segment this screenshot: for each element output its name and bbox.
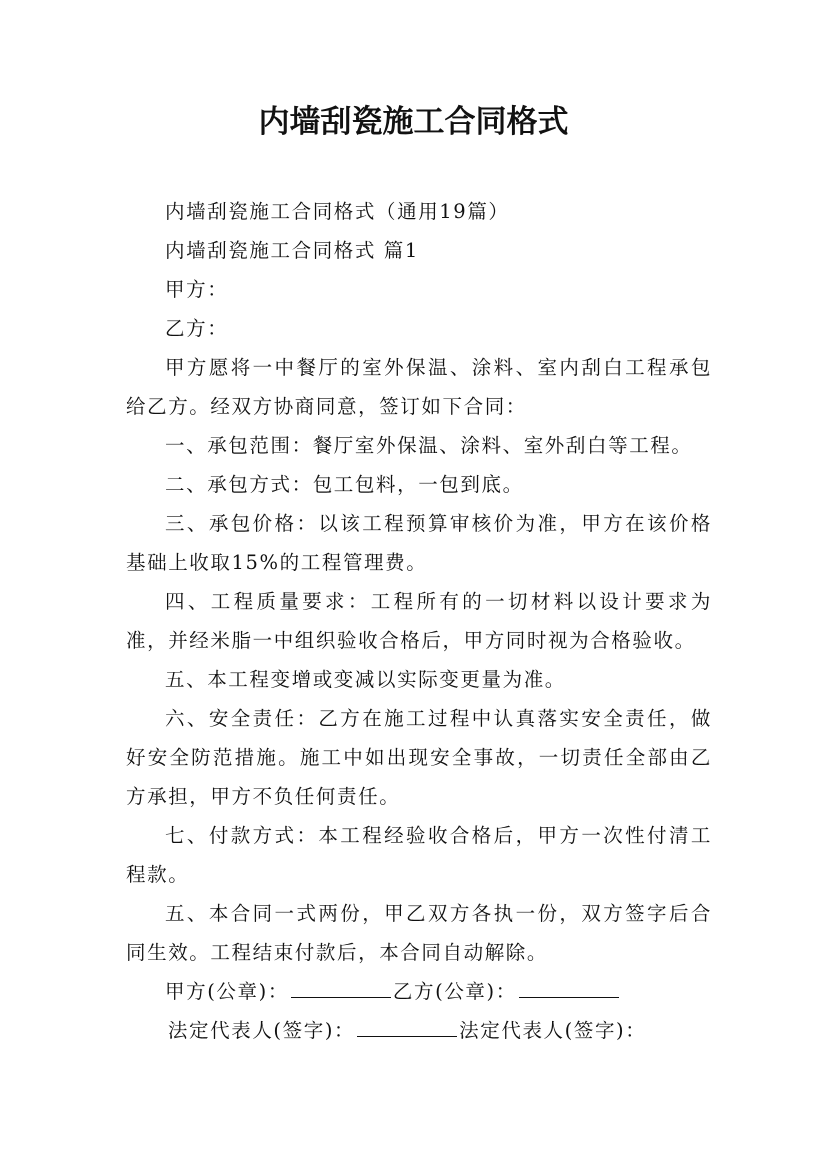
seal-signature-line (126, 972, 712, 1011)
party-a-rep-blank (357, 1016, 457, 1037)
clause-copies: 五、本合同一式两份，甲乙双方各执一份，双方签字后合同生效。工程结束付款后，本合同自动解除。 (126, 902, 712, 964)
subtitle-line: 内墙刮瓷施工合同格式（通用19篇） (165, 200, 510, 223)
clause-payment: 七、付款方式：本工程经验收合格后，甲方一次性付清工程款。 (126, 824, 712, 886)
contract-intro-paragraph: 甲方愿将一中餐厅的室外保温、涂料、室内刮白工程承包给乙方。经双方协商同意，签订如下合同： (126, 356, 712, 418)
party-b-rep-label: 法定代表人(签字)： (459, 1019, 647, 1042)
representative-signature-line (126, 1011, 712, 1050)
clause-safety: 六、安全责任：乙方在施工过程中认真落实安全责任，做好安全防范措施。施工中如出现安全事故，一切责任全部由乙方承担，甲方不负任何责任。 (126, 707, 712, 808)
party-a-rep-label: 法定代表人(签字)： (167, 1019, 356, 1042)
party-a-seal-label: 甲方(公章)： (165, 980, 289, 1003)
party-b-line: 乙方： (165, 317, 229, 340)
party-b-seal-blank (519, 977, 619, 998)
section-heading: 内墙刮瓷施工合同格式 篇1 (165, 239, 419, 262)
clause-price: 三、承包价格：以该工程预算审核价为准，甲方在该价格基础上收取15%的工程管理费。 (126, 512, 712, 574)
party-a-seal-blank (291, 977, 391, 998)
party-b-seal-label: 乙方(公章)： (392, 980, 517, 1003)
document-title: 内墙刮瓷施工合同格式 (258, 104, 569, 140)
party-a-line: 甲方： (165, 278, 229, 301)
document-body (126, 192, 712, 1050)
clause-quality: 四、工程质量要求：工程所有的一切材料以设计要求为准，并经米脂一中组织验收合格后，甲方同时视为合格验收。 (126, 590, 712, 652)
clause-scope: 一、承包范围：餐厅室外保温、涂料、室外刮白等工程。 (165, 434, 693, 457)
clause-changes: 五、本工程变增或变减以实际变更量为准。 (165, 668, 566, 691)
clause-method: 二、承包方式：包工包料，一包到底。 (165, 473, 524, 496)
